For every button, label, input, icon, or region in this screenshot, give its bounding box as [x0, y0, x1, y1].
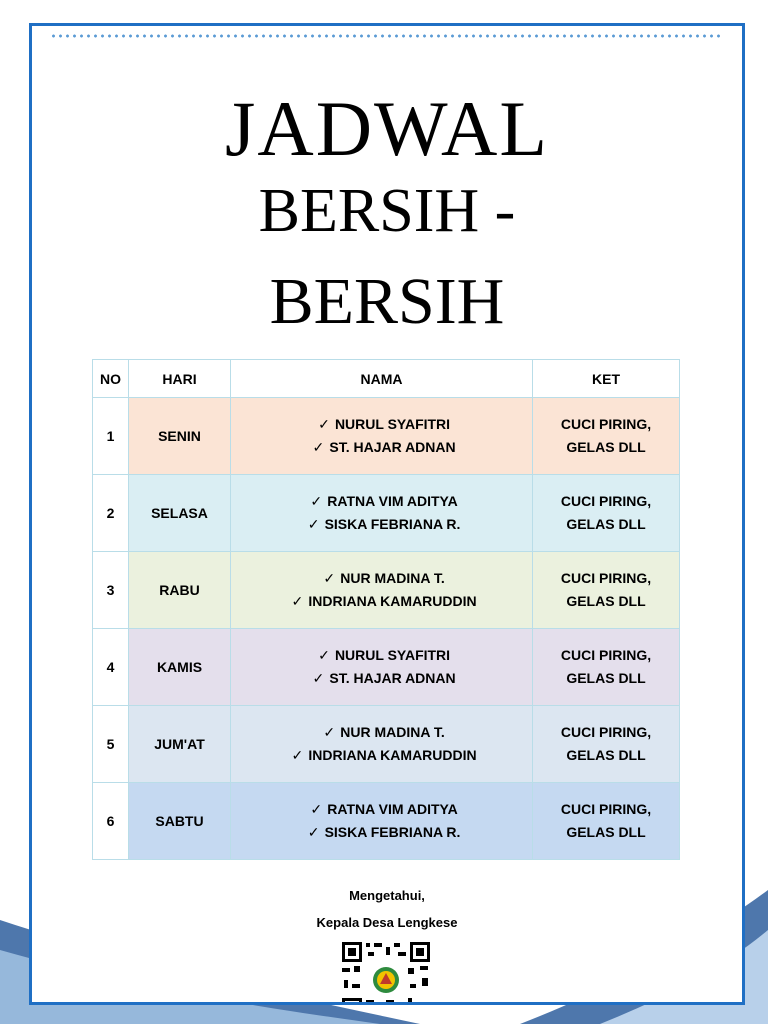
row-number: 2: [93, 475, 129, 552]
row-names: [231, 475, 533, 552]
name-item: [231, 567, 532, 590]
row-day: SABTU: [129, 783, 231, 860]
header-hari: HARI: [129, 360, 231, 398]
name-item: [231, 744, 532, 767]
check-icon: ✓: [310, 801, 323, 817]
row-note: [533, 475, 680, 552]
dotted-border: [50, 34, 722, 38]
person-name: INDRIANA KAMARUDDIN: [308, 593, 477, 609]
note-line: CUCI PIRING,: [560, 801, 652, 817]
note-line: GELAS DLL: [566, 747, 646, 763]
note-line: GELAS DLL: [566, 516, 646, 532]
title-line-1: JADWAL: [225, 85, 549, 172]
check-icon: ✓: [312, 439, 325, 455]
check-icon: ✓: [291, 593, 304, 609]
name-item: [231, 590, 532, 613]
qr-code-icon: [340, 940, 432, 1005]
row-note: [533, 398, 680, 475]
row-names: [231, 783, 533, 860]
row-names: [231, 398, 533, 475]
table-row: [93, 475, 680, 552]
check-icon: ✓: [323, 724, 336, 740]
check-icon: ✓: [310, 493, 323, 509]
note-line: CUCI PIRING,: [560, 724, 652, 740]
note-line: GELAS DLL: [566, 824, 646, 840]
note-line: GELAS DLL: [566, 670, 646, 686]
row-names: [231, 629, 533, 706]
check-icon: ✓: [307, 824, 320, 840]
row-names: [231, 552, 533, 629]
table-header-row: [93, 360, 680, 398]
person-name: NUR MADINA T.: [340, 570, 445, 586]
row-number: 4: [93, 629, 129, 706]
person-name: RATNA VIM ADITYA: [327, 801, 458, 817]
row-day: JUM'AT: [129, 706, 231, 783]
header-ket: KET: [533, 360, 680, 398]
table-row: [93, 552, 680, 629]
name-item: [231, 798, 532, 821]
row-note: [533, 552, 680, 629]
row-names: [231, 706, 533, 783]
note-line: CUCI PIRING,: [560, 493, 652, 509]
check-icon: ✓: [307, 516, 320, 532]
row-day: KAMIS: [129, 629, 231, 706]
note-line: CUCI PIRING,: [560, 647, 652, 663]
table-row: [93, 783, 680, 860]
row-day: SENIN: [129, 398, 231, 475]
title-line-3: BERSIH: [269, 265, 505, 338]
name-item: [231, 821, 532, 844]
check-icon: ✓: [318, 647, 330, 663]
row-note: [533, 706, 680, 783]
person-name: SISKA FEBRIANA R.: [324, 516, 461, 532]
note-line: CUCI PIRING,: [560, 416, 652, 432]
row-day: SELASA: [129, 475, 231, 552]
note-line: GELAS DLL: [566, 593, 646, 609]
village-emblem-icon: [373, 967, 399, 993]
name-item: [231, 413, 532, 436]
name-item: [231, 436, 532, 459]
name-item: [231, 490, 532, 513]
person-name: NURUL SYAFITRI: [334, 647, 451, 663]
table-row: [93, 706, 680, 783]
person-name: NURUL SYAFITRI: [334, 416, 451, 432]
person-name: INDRIANA KAMARUDDIN: [308, 747, 477, 763]
name-item: [231, 644, 532, 667]
row-number: 5: [93, 706, 129, 783]
person-name: ST. HAJAR ADNAN: [329, 670, 456, 686]
note-line: GELAS DLL: [566, 439, 646, 455]
table-row: [93, 398, 680, 475]
signature-title: Kepala Desa Lengkese: [316, 915, 458, 930]
header-no: NO: [93, 360, 129, 398]
check-icon: ✓: [291, 747, 304, 763]
row-note: [533, 783, 680, 860]
name-item: [231, 667, 532, 690]
person-name: ST. HAJAR ADNAN: [329, 439, 456, 455]
name-item: [231, 721, 532, 744]
page-frame: [29, 23, 745, 1005]
person-name: RATNA VIM ADITYA: [327, 493, 458, 509]
person-name: NUR MADINA T.: [340, 724, 445, 740]
signature-label: Mengetahui,: [349, 888, 425, 903]
schedule-table: [92, 359, 680, 860]
name-item: [231, 513, 532, 536]
header-nama: NAMA: [231, 360, 533, 398]
person-name: SISKA FEBRIANA R.: [324, 824, 461, 840]
note-line: CUCI PIRING,: [560, 570, 652, 586]
title-line-2: BERSIH -: [258, 177, 516, 245]
row-number: 1: [93, 398, 129, 475]
table-row: [93, 629, 680, 706]
check-icon: ✓: [318, 416, 330, 432]
row-number: 6: [93, 783, 129, 860]
check-icon: ✓: [323, 570, 336, 586]
row-day: RABU: [129, 552, 231, 629]
row-note: [533, 629, 680, 706]
check-icon: ✓: [312, 670, 325, 686]
row-number: 3: [93, 552, 129, 629]
